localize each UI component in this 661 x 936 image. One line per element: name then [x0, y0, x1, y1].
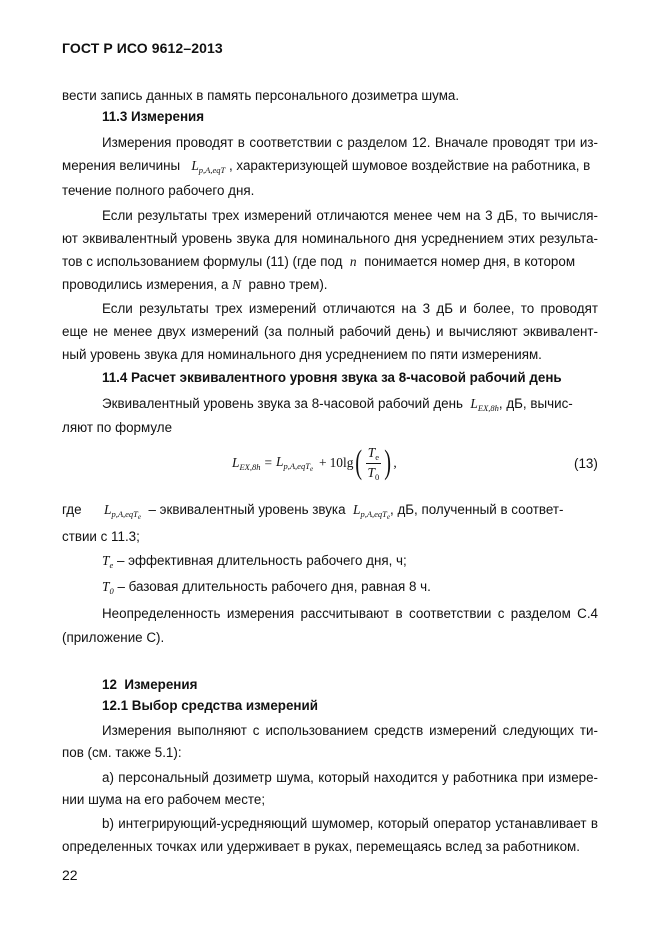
section-11-4-heading: 11.4 Расчет эквивалентного уровня звука за 8-часовой рабочий день: [102, 370, 562, 385]
symbol-t0: $T_0$: [102, 579, 114, 596]
left-parenthesis: (: [355, 444, 363, 481]
plus-sign: +: [319, 455, 327, 470]
text-line: Измерения проводят в соответствии с разделом 12. Вначале проводят три из-: [102, 135, 598, 150]
page-number: 22: [62, 867, 78, 883]
symbol-lp-a-eqt: $L_{p,A,eqT}$: [191, 158, 226, 175]
formula-lex-8h: $L_{EX,8h}$: [232, 454, 261, 472]
equation-13: $L_{EX,8h}$ = $L_{p,A,eqT_e}$ + 10lg ( $\frac{T_e}{T_0}$ ) ,: [232, 444, 397, 482]
text-line: $T_0$ – базовая длительность рабочего дня, равная 8 ч.: [102, 579, 431, 596]
symbol-lp-a-eqte: $L_{p,A,eqT_e}$: [104, 502, 142, 521]
text-line: Если результаты трех измерений отличаются менее чем на 3 дБ, то вычисля-: [102, 208, 598, 223]
text-line: Измерения выполняют с использованием средств измерений следующих ти-: [102, 723, 598, 738]
text-line: (приложение С).: [62, 630, 165, 645]
text-line: вести запись данных в память персонального дозиметра шума.: [62, 88, 460, 103]
symbol-N: N: [232, 277, 242, 292]
text-line: ствии с 11.3;: [62, 529, 140, 544]
list-item-b: b) интегрирующий-усредняющий шумомер, который оператор устанавливает в: [102, 816, 598, 831]
list-item-a: а) персональный дозиметр шума, который находится у работника при измере-: [102, 770, 598, 785]
text-line: течение полного рабочего дня.: [62, 183, 255, 198]
text-line: проводились измерения, а N равно трем).: [62, 277, 328, 292]
log-term: 10lg: [329, 455, 354, 470]
formula-lp-a-eq: $L_{p,A,eqT_e}$: [276, 453, 314, 473]
text-line: пов (см. также 5.1):: [62, 745, 182, 760]
text-line: Неопределенность измерения рассчитывают в соответствии с разделом С.4: [102, 606, 598, 621]
section-12-heading: 12 Измерения: [102, 677, 198, 692]
text-line: мерения величины $L_{p,A,eqT}$ , характеризующей шумовое воздействие на работника, в: [62, 158, 591, 175]
text-line: ют эквивалентный уровень звука для номинального дня усреднением этих результа-: [62, 231, 598, 246]
text-line: тов с использованием формулы (11) (где под n понимается номер дня, в котором: [62, 254, 576, 269]
right-parenthesis: ): [384, 444, 392, 481]
text-line: $L_{p,A,eqT_e}$ – эквивалентный уровень звука $L_{p,A,eqT_e}$, дБ, полученный в соответ-: [104, 502, 564, 521]
text-line: еще не менее двух измерений (за полный рабочий день) и вычисляют эквивалент-: [62, 324, 598, 339]
text-line: определенных точках или удерживает в руках, перемещаясь вслед за работником.: [62, 839, 580, 854]
section-11-3-heading: 11.3 Измерения: [102, 109, 205, 124]
text-line: $T_e$ – эффективная длительность рабочего дня, ч;: [102, 553, 407, 570]
equation-number: (13): [574, 456, 598, 471]
where-label: где: [62, 502, 82, 517]
text-line: нии шума на его рабочем месте;: [62, 792, 266, 807]
standard-header: ГОСТ Р ИСО 9612–2013: [62, 40, 223, 56]
symbol-lex-8h: $L_{EX,8h}$: [470, 396, 499, 413]
equals-sign: =: [264, 455, 273, 470]
text-line: ляют по формуле: [62, 420, 173, 435]
fraction-te-over-t0: $\frac{T_e}{T_0}$: [367, 444, 380, 482]
text-line: Эквивалентный уровень звука за 8-часовой рабочий день $L_{EX,8h}$, дБ, вычис-: [102, 396, 573, 413]
symbol-te: $T_e$: [102, 553, 114, 570]
section-12-1-heading: 12.1 Выбор средства измерений: [102, 698, 318, 713]
symbol-lp-a-eqte: $L_{p,A,eqT_e}$: [353, 502, 391, 521]
symbol-n: n: [349, 254, 357, 269]
text-line: Если результаты трех измерений отличаются на 3 дБ и более, то проводят: [102, 301, 598, 316]
text-line: ный уровень звука для номинального дня усреднением по пяти измерениям.: [62, 347, 542, 362]
